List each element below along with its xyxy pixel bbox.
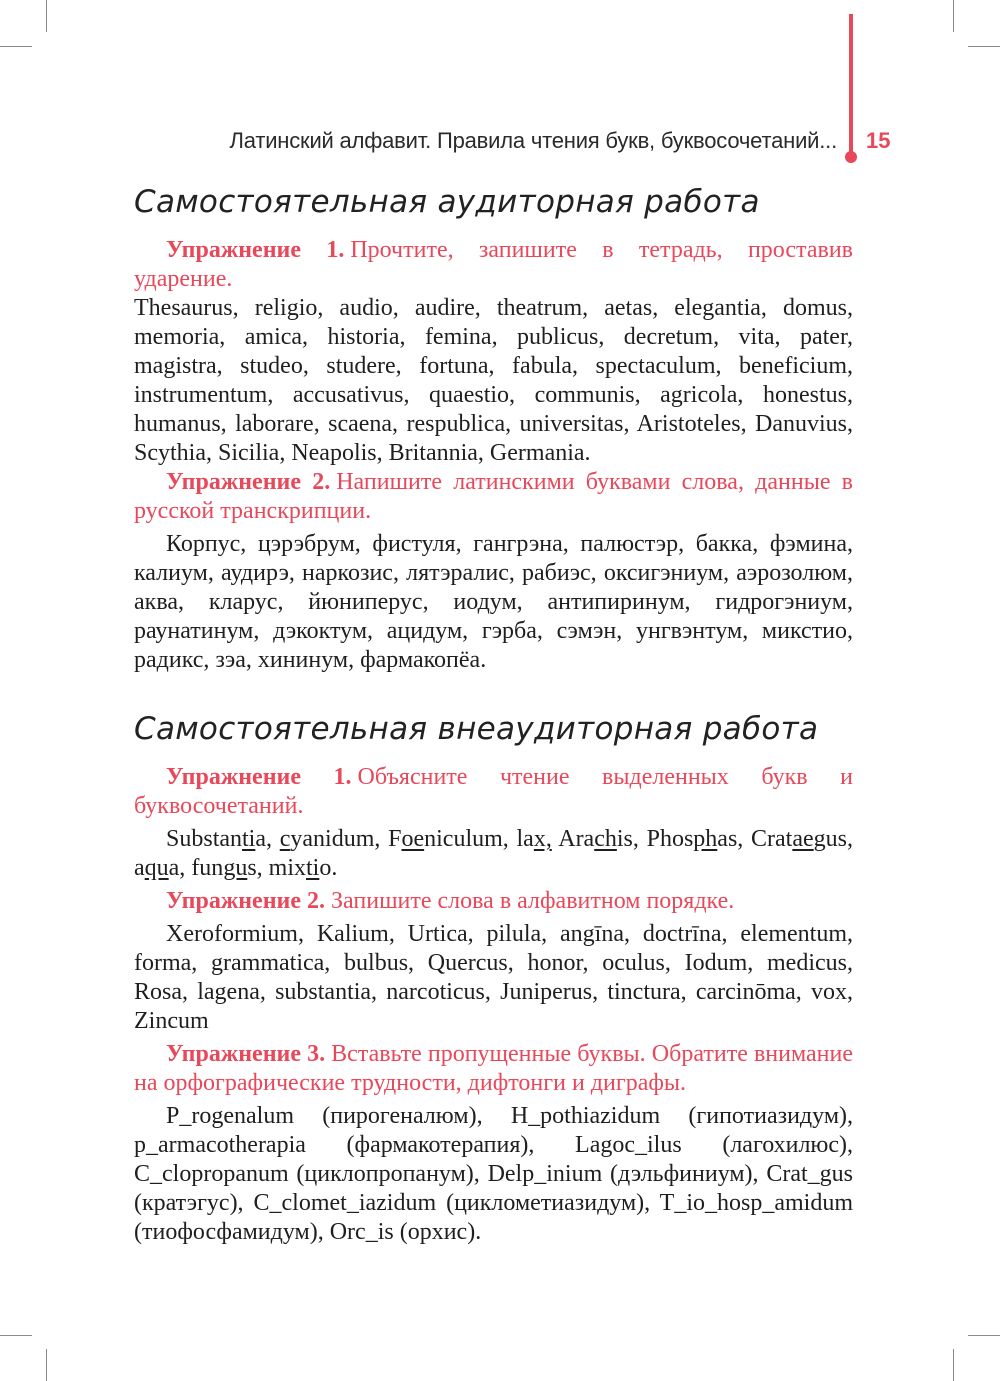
exercise-heading [134,468,853,526]
underlined-letters: x, [533,826,552,852]
exercise-text-underlined [134,825,853,883]
underlined-letters: ch [594,826,617,852]
highlighted-word: Phosphas, [646,826,744,852]
underlined-letters: gu [223,855,248,881]
exercise-task: Объясните чтение выделенных букв и буквосочетаний. [134,764,853,819]
underlined-letters: ph [693,826,718,852]
exercise-label: Упражнение 2. [166,469,331,495]
crop-mark [953,1349,954,1381]
crop-mark [0,1335,32,1336]
highlighted-word: fungus, [191,855,263,881]
page-accent-rule [849,14,853,156]
exercise-label: Упражнение 1. [166,764,352,790]
running-title: Латинский алфавит. Правила чтения букв, буквосочетаний... [229,128,837,153]
crop-mark [968,46,1000,47]
section-title-homework: Самостоятельная внеаудиторная работа [134,711,819,747]
underlined-letters: ti [242,826,256,852]
exercise-task: Запишите слова в алфавитном порядке. [331,888,735,914]
underlined-letters: oe [401,826,425,852]
exercise-text: Xeroformium, Kalium, Urtica, pilula, angīna, doctrīna, elementum, forma, grammatica, bulbus, Quercus, honor, oculus, Iodum, medicus, Rosa, lagena, substantia, narcoticus, Juniperus, tinctura, carcinōma, vox, Zincum [134,921,853,1034]
highlighted-word: Arachis, [558,826,639,852]
exercise-label: Упражнение 3. [166,1041,326,1067]
crop-mark [46,0,47,32]
underlined-letters: c [279,826,291,852]
exercise-label: Упражнение 1. [166,237,345,263]
highlighted-word: aqua, [134,855,186,881]
highlighted-word: cyanidum, [279,826,381,852]
crop-mark [953,0,954,32]
exercise-task: Напишите латинскими буквами слова, данные в русской транскрипции. [134,469,853,524]
page-content [134,184,853,1247]
underlined-letters: ae [792,826,814,852]
underlined-letters: ti [306,855,320,881]
exercise-label: Упражнение 2. [166,888,326,914]
crop-mark [968,1335,1000,1336]
crop-mark [46,1349,47,1381]
exercise-text: Thesaurus, religio, audio, audire, theatrum, aetas, elegantia, domus, memoria, amica, historia, femina, publicus, decretum, vita, pater, magistra, studeo, studere, fortuna, fabula, spectaculum, beneficium, instrumentum, accusativus, quaestio, communis, agricola, honestus, humanus, laborare, scaena, respublica, universitas, Aristoteles, Danuvius, Scythia, Sicilia, Neapolis, Britannia, Germania. [134,295,853,466]
exercise-task: Вставьте пропущенные буквы. Обратите внимание на орфографические трудности, дифтонги и диграфы. [134,1041,853,1096]
exercise-heading [134,1040,853,1098]
exercise-task: Прочтите, запишите в тетрадь, проставив ударение. [134,237,853,292]
underlined-letters: qu [144,855,169,881]
highlighted-word: Substantia, [166,826,273,852]
highlighted-word: Crataegus, [751,826,853,852]
page-number: 15 [866,128,891,153]
exercise-text: P_rogenalum (пирогеналюм), H_pothiazidum (гипотиазидум), p_armacotherapia (фармакотерапия), Lagoc_ilus (лагохилюс), C_clopropanum (циклопропанум), Delp_inium (дэльфиниум), Crat_gus (кратэгус), C_clomet_iazidum (циклометиазидум), T_io_hosp_amidum (тиофосфамидум), Orc_is (орхис). [134,1103,853,1245]
highlighted-word: mixtio. [268,855,338,881]
exercise-heading [134,763,853,821]
crop-mark [0,46,32,47]
section-title-classroom: Самостоятельная аудиторная работа [134,184,760,220]
exercise-text: Корпус, цэрэбрум, фистуля, гангрэна, палюстэр, бакка, фэмина, калиум, аудирэ, наркозис, лятэралис, рабиэс, оксигэниум, аэрозолюм, аква, кларус, йюниперус, иодум, антипиринум, гидрогэниум, раунатинум, дэкоктум, ацидум, гэрба, сэмэн, унгвэнтум, микстио, радикс, зэа, хининум, фармакопёа. [134,531,853,673]
page-accent-dot [845,151,857,163]
highlighted-word: lax, [516,826,552,852]
highlighted-word: Foeniculum, [388,826,509,852]
exercise-heading [134,236,853,294]
exercise-heading [134,887,853,916]
